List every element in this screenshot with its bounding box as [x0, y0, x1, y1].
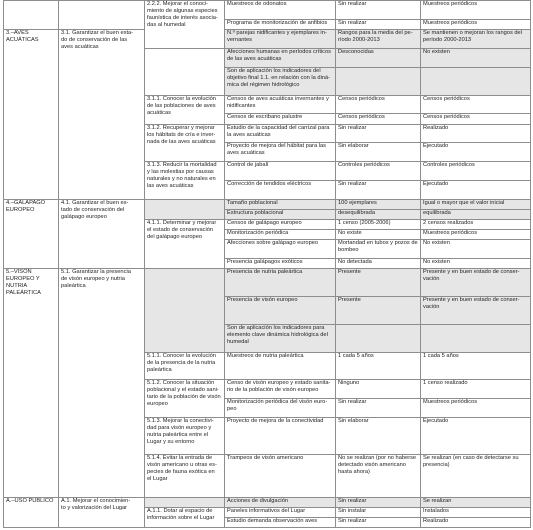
operational-objective-cell: 5.1.2. Conocer la situación poblacional y el estado sani- tario de la población de visón europeo [145, 380, 225, 418]
indicator-cell: Censos de galápago europeo [225, 220, 336, 230]
final-objective-cell: 5.1. Garantizar la presencia de visón europeo y nutria paleártica [59, 269, 145, 497]
indicator-cell: Trampeos de visón americano [225, 454, 336, 497]
initial-value-cell: Sin realizar [336, 399, 421, 418]
indicator-cell: Afecciones sobre galápago europeo [225, 240, 336, 259]
success-criterion-cell: Ejecutado [421, 418, 531, 455]
indicator-cell: Muestreos de nutria paleártica [225, 352, 336, 380]
success-criterion-cell: Presente y en buen estado de conser- vación [421, 269, 531, 297]
indicator-cell: Estudio demanda observación aves [225, 517, 336, 527]
operational-objective-cell [145, 48, 225, 95]
success-criterion-cell: Ejecutado [421, 181, 531, 200]
initial-value-cell: Sin realizar [336, 1, 421, 20]
success-criterion-cell: Realizado [421, 124, 531, 143]
final-objective-cell [59, 1, 145, 30]
success-criterion-cell: Ejecutado [421, 143, 531, 162]
initial-value-cell [336, 67, 421, 95]
element-cell: 3.–AVES ACUÁTICAS [4, 29, 59, 199]
table-row [4, 1, 531, 20]
success-criterion-cell: Se realizan [421, 497, 531, 507]
initial-value-cell: Controles periódicos [336, 162, 421, 181]
table-row [4, 269, 531, 297]
success-criterion-cell: Igual o mayor que el valor inicial [421, 200, 531, 210]
initial-value-cell: Mortandad en tubos y pozos de bombeo [336, 240, 421, 259]
table-row [4, 29, 531, 48]
operational-objective-cell: A.1.1. Dotar al espacio de información sobre el Lugar [145, 507, 225, 527]
indicator-cell: Son de aplicación los indicadores del objetivo final 1.1. en relación con la diná- mica del régimen hidrológico [225, 67, 336, 95]
indicator-cell: Presencia galápagos exóticos [225, 259, 336, 269]
indicator-cell: Presencia de visón europeo [225, 297, 336, 325]
success-criterion-cell: 2 censos realizados [421, 220, 531, 230]
initial-value-cell: No existe [336, 230, 421, 240]
initial-value-cell: Ninguno [336, 380, 421, 399]
initial-value-cell: No detectada [336, 259, 421, 269]
element-cell: 5.–VISÓN EUROPEO Y NUTRIA PALEÁRTICA [4, 269, 59, 497]
element-cell: 4.–GALÁPAGO EUROPEO [4, 200, 59, 269]
operational-objective-cell: 5.1.4. Evitar la entrada de visón americano u otras es- pecies de fauna exótica en el Lugar [145, 454, 225, 497]
success-criterion-cell [421, 324, 531, 352]
initial-value-cell: Sin realizar [336, 497, 421, 507]
indicator-cell: Estudio de la capacidad del carrizal para la aves acuáticas [225, 124, 336, 143]
initial-value-cell: Sin realizar [336, 19, 421, 29]
initial-value-cell: Presente [336, 297, 421, 325]
success-criterion-cell: Censos periódicos [421, 114, 531, 124]
indicator-cell: Son de aplicación los indicadores para elemento clave dinámica hidrológica del humedal [225, 324, 336, 352]
initial-value-cell: Sin realizar [336, 124, 421, 143]
element-cell: A.–USO PÚBLICO [4, 497, 59, 527]
initial-value-cell: Desconocidas [336, 48, 421, 67]
operational-objective-cell: 3.1.1. Conocer la evolución de las poblaciones de aves acuáticas [145, 95, 225, 124]
operational-objective-cell [145, 497, 225, 507]
success-criterion-cell: Controles periódicos [421, 162, 531, 181]
initial-value-cell: 1 censo (2005-2006) [336, 220, 421, 230]
indicator-cell: Proyecto de mejora del hábitat para las aves acuáticas [225, 143, 336, 162]
success-criterion-cell: Censos periódicos [421, 95, 531, 114]
operational-objective-cell [145, 269, 225, 352]
indicator-cell: Censo de visón europeo y estado sanita- rio de la población de visón europeo [225, 380, 336, 399]
indicator-cell: Proyecto de mejora de la conectividad [225, 418, 336, 455]
operational-objective-cell [145, 200, 225, 220]
initial-value-cell: desequilibrada [336, 210, 421, 220]
success-criterion-cell: Instalados [421, 507, 531, 517]
indicator-cell: Monitorización periódica del visón euro- peo [225, 399, 336, 418]
success-criterion-cell: Presente y en buen estado de conser- vación [421, 297, 531, 325]
success-criterion-cell: Muestreos periódicos [421, 19, 531, 29]
success-criterion-cell: Se realizan (en caso de detectarse su presencia) [421, 454, 531, 497]
final-objective-cell: A.1. Mejorar el conocimien- to y valorización del Lugar [59, 497, 145, 527]
initial-value-cell: Sin elaborar [336, 418, 421, 455]
success-criterion-cell: 1 cada 5 años [421, 352, 531, 380]
initial-value-cell: 100 ejemplares [336, 200, 421, 210]
indicator-cell: Corrección de tendidos eléctricos [225, 181, 336, 200]
success-criterion-cell: Muestreos periódicos [421, 1, 531, 20]
success-criterion-cell: Muestreos periódicos [421, 230, 531, 240]
table-row [4, 200, 531, 210]
element-cell [4, 1, 59, 30]
operational-objective-cell: 5.1.3. Mejorar la conectivi- dad para visón europeo y nutria paleártica entre el Lugar y su entorno [145, 418, 225, 455]
indicator-cell: N.º parejas nidificantes y ejemplares in- vernantes [225, 29, 336, 48]
indicator-cell: Acciones de divulgación [225, 497, 336, 507]
success-criterion-cell: Muestreos periódicos [421, 399, 531, 418]
success-criterion-cell: No existen [421, 240, 531, 259]
success-criterion-cell [421, 67, 531, 95]
initial-value-cell: 1 cada 5 años [336, 352, 421, 380]
operational-objective-cell: 3.1.2. Recuperar y mejorar los hábitats de cría e inver- nada de las aves acuáticas [145, 124, 225, 162]
indicator-cell: Control de jabalí [225, 162, 336, 181]
initial-value-cell: Censos periódicos [336, 114, 421, 124]
initial-value-cell: Sin instalar [336, 507, 421, 517]
operational-objective-cell: 4.1.1. Determinar y mejorar el estado de conservación del galápago europeo [145, 220, 225, 269]
initial-value-cell: Sin realizar [336, 517, 421, 527]
table-row [4, 497, 531, 507]
initial-value-cell: Sin elaborar [336, 143, 421, 162]
indicator-cell: Censos de escribano palustre [225, 114, 336, 124]
success-criterion-cell: 1 censo realizado [421, 380, 531, 399]
initial-value-cell: Presente [336, 269, 421, 297]
operational-objective-cell: 5.1.1. Conocer la evolución de la presencia de la nutria paleártica [145, 352, 225, 380]
initial-value-cell [336, 324, 421, 352]
indicator-cell: Tamaño poblacional [225, 200, 336, 210]
final-objective-cell: 4.1. Garantizar el buen es- tado de conservación del galápago europeo [59, 200, 145, 269]
success-criterion-cell: No existen [421, 48, 531, 67]
indicator-cell: Monitorización periódica [225, 230, 336, 240]
initial-value-cell: Rangos para la media del pe- ríodo 2000-2013 [336, 29, 421, 48]
indicator-cell: Presencia de nutria paleártica [225, 269, 336, 297]
indicator-cell: Muestreos de odonatos [225, 1, 336, 20]
indicator-cell: Estructura poblacional [225, 210, 336, 220]
initial-value-cell: Censos periódicos [336, 95, 421, 114]
final-objective-cell: 3.1. Garantizar el buen esta- do de conservación de las aves acuáticas [59, 29, 145, 199]
success-criterion-cell: Realizado [421, 517, 531, 527]
success-criterion-cell: Se mantienen o mejoran los rangos del período 2000-2013 [421, 29, 531, 48]
success-criterion-cell: equilibrada [421, 210, 531, 220]
initial-value-cell: Sin realizar [336, 181, 421, 200]
success-criterion-cell: No existen [421, 259, 531, 269]
indicator-cell: Censos de aves acuáticas invernantes y nidificantes [225, 95, 336, 114]
indicator-cell: Afecciones humanas en períodos críticos de las aves acuáticas [225, 48, 336, 67]
management-plan-table [3, 0, 531, 528]
initial-value-cell: No se realizan (por no haberse detectado visón americano hasta ahora) [336, 454, 421, 497]
operational-objective-cell: 3.1.3. Reducir la mortalidad y las molestias por causas naturales y no naturales en las aves acuáticas [145, 162, 225, 200]
indicator-cell: Paneles informativos del Lugar [225, 507, 336, 517]
indicator-cell: Programa de monitorización de anfibios [225, 19, 336, 29]
operational-objective-cell: 2.2.2. Mejorar el conoci- miento de algunas especies faunística de interés asocia- das al humedal [145, 1, 225, 49]
